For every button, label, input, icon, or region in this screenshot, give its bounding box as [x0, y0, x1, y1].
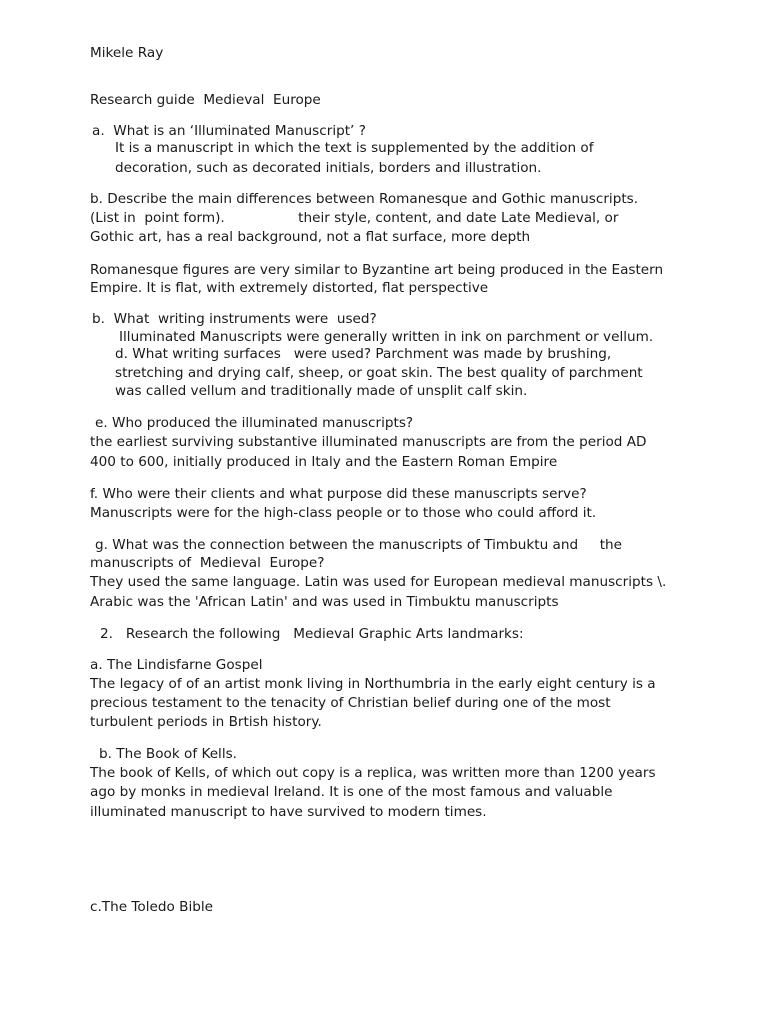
answer-e-line-1: the earliest surviving substantive illuminated manuscripts are from the period AD — [90, 434, 647, 450]
romanesque-line-2: Empire. It is flat, with extremely distorted, flat perspective — [90, 280, 489, 296]
kells-line-1: The book of Kells, of which out copy is a replica, was written more than 1200 years — [90, 765, 656, 781]
answer-b-line-1: (List in point form). their style, content, and date Late Medieval, or — [90, 210, 619, 226]
question-b-instruments: b. What writing instruments were used? — [92, 311, 377, 327]
author-name: Mikele Ray — [90, 45, 164, 61]
answer-f: Manuscripts were for the high-class people or to those who could afford it. — [90, 505, 597, 521]
toledo-title: c.The Toledo Bible — [90, 899, 213, 915]
question-g-line-1: g. What was the connection between the manuscripts of Timbuktu and the — [95, 537, 623, 553]
answer-a-line-1: It is a manuscript in which the text is supplemented by the addition of — [115, 140, 594, 156]
kells-title: b. The Book of Kells. — [99, 746, 238, 762]
document-title: Research guide Medieval Europe — [90, 92, 321, 108]
lindisfarne-line-3: turbulent periods in Brtish history. — [90, 714, 322, 730]
question-a: a. What is an ‘Illuminated Manuscript’ ? — [92, 123, 366, 139]
answer-g-line-1: They used the same language. Latin was used for European medieval manuscripts \. — [90, 574, 667, 590]
question-g-line-2: manuscripts of Medieval Europe? — [90, 555, 325, 571]
question-b-differences: b. Describe the main differences between Romanesque and Gothic manuscripts. — [90, 191, 639, 207]
romanesque-line-1: Romanesque figures are very similar to Byzantine art being produced in the Eastern — [90, 262, 664, 278]
question-d-line-3: was called vellum and traditionally made of unsplit calf skin. — [115, 383, 528, 399]
answer-e-line-2: 400 to 600, initially produced in Italy and the Eastern Roman Empire — [90, 454, 558, 470]
kells-line-3: illuminated manuscript to have survived to modern times. — [90, 804, 487, 820]
lindisfarne-line-2: precious testament to the tenacity of Christian belief during one of the most — [90, 695, 611, 711]
kells-line-2: ago by monks in medieval Ireland. It is one of the most famous and valuable — [90, 784, 613, 800]
lindisfarne-title: a. The Lindisfarne Gospel — [90, 657, 263, 673]
question-d-line-1: d. What writing surfaces were used? Parchment was made by brushing, — [115, 346, 612, 362]
section-2-heading: 2. Research the following Medieval Graphic Arts landmarks: — [100, 626, 524, 642]
answer-g-line-2: Arabic was the 'African Latin' and was used in Timbuktu manuscripts — [90, 594, 559, 610]
answer-a-line-2: decoration, such as decorated initials, borders and illustration. — [115, 160, 542, 176]
question-d-line-2: stretching and drying calf, sheep, or goat skin. The best quality of parchment — [115, 365, 643, 381]
answer-instruments: Illuminated Manuscripts were generally written in ink on parchment or vellum. — [119, 329, 654, 345]
question-f: f. Who were their clients and what purpose did these manuscripts serve? — [90, 486, 587, 502]
lindisfarne-line-1: The legacy of of an artist monk living in Northumbria in the early eight century is a — [90, 676, 656, 692]
question-e: e. Who produced the illuminated manuscripts? — [95, 415, 414, 431]
answer-b-line-2: Gothic art, has a real background, not a flat surface, more depth — [90, 229, 531, 245]
